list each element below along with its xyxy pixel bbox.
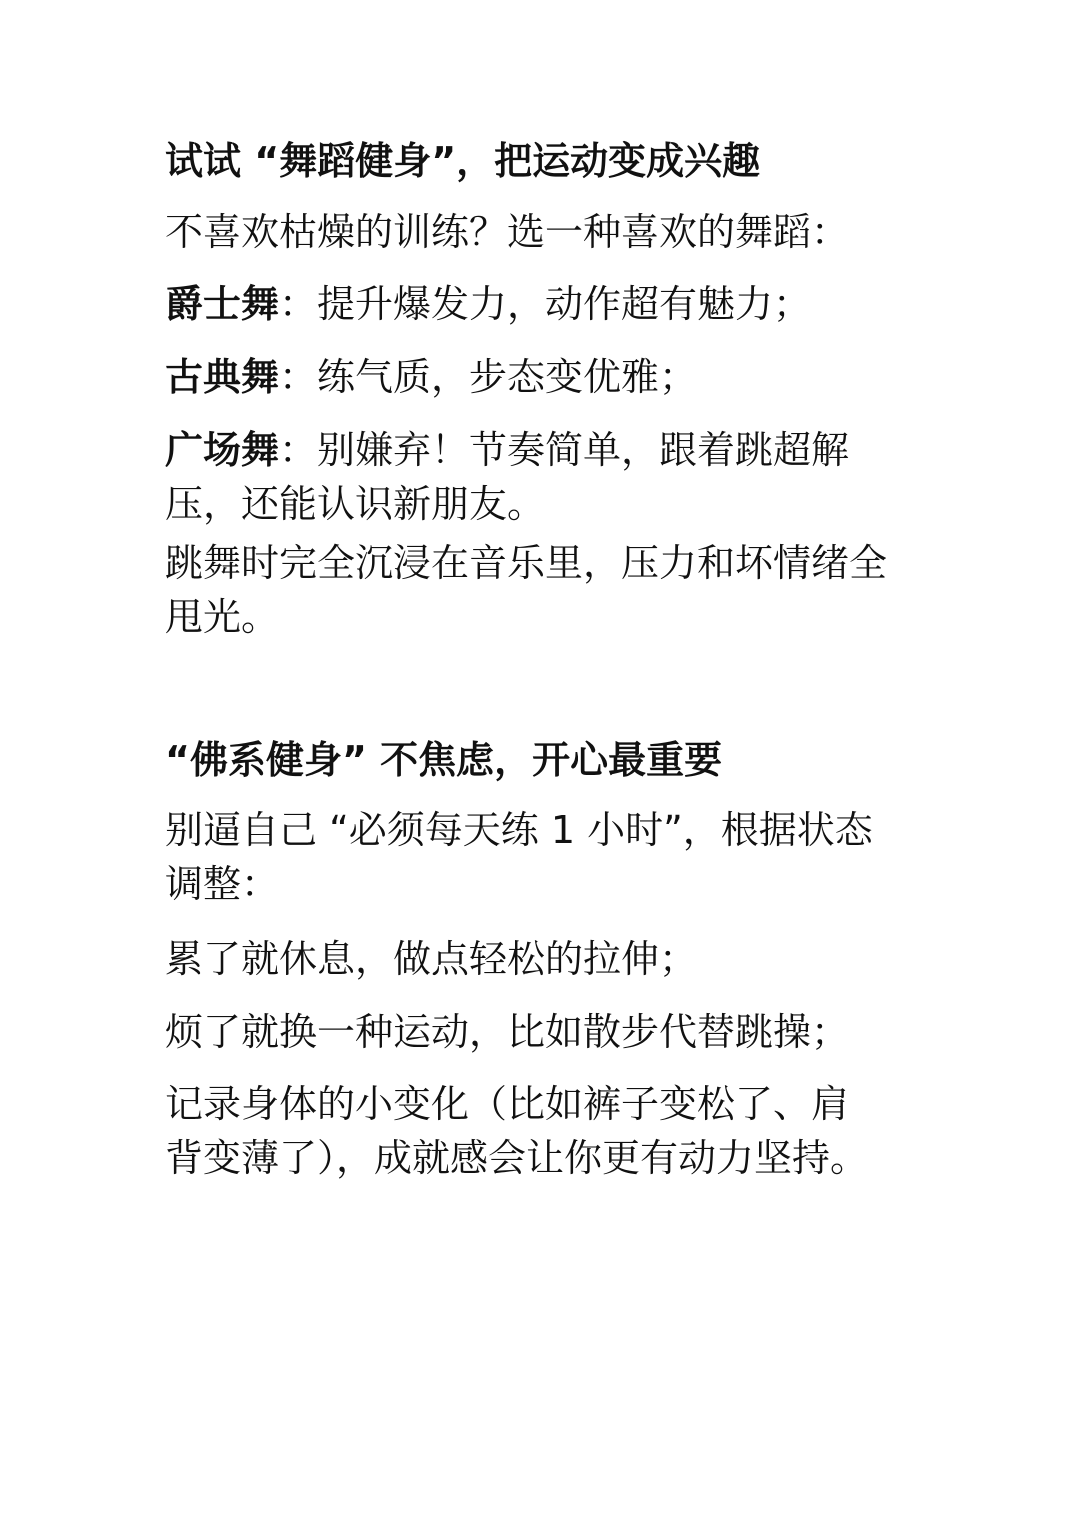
- dance-term: 爵士舞: [165, 282, 280, 326]
- tip-item: 记录身体的小变化（比如裤子变松了、肩背变薄了），成就感会让你更有动力坚持。: [165, 1082, 869, 1180]
- dance-item-jazz: [165, 277, 905, 331]
- section1-closing: 跳舞时完全沉浸在音乐里，压力和坏情绪全甩光。: [165, 541, 888, 639]
- dance-term: 广场舞: [165, 428, 280, 472]
- dance-term: 古典舞: [165, 355, 280, 399]
- section-heading-casual-fitness: “佛系健身” 不焦虑，开心最重要: [165, 738, 723, 782]
- section1-intro: 不喜欢枯燥的训练？选一种喜欢的舞蹈：: [165, 210, 850, 254]
- dance-desc: ：练气质，步态变优雅；: [279, 355, 698, 399]
- dance-desc: ：提升爆发力，动作超有魅力；: [279, 282, 812, 326]
- tip-item: 烦了就换一种运动，比如散步代替跳操；: [165, 1010, 850, 1054]
- dance-desc: ：别嫌弃！节奏简单，跟着跳超解压，还能认识新朋友。: [165, 428, 850, 526]
- tip-item: 累了就休息，做点轻松的拉伸；: [165, 937, 698, 981]
- dance-item-classical: [165, 350, 905, 404]
- section-heading-dance-fitness: 试试 “舞蹈健身”，把运动变成兴趣: [165, 139, 761, 183]
- dance-item-square: [165, 423, 905, 531]
- section2-intro: 别逼自己 “必须每天练 1 小时”，根据状态调整：: [165, 808, 873, 906]
